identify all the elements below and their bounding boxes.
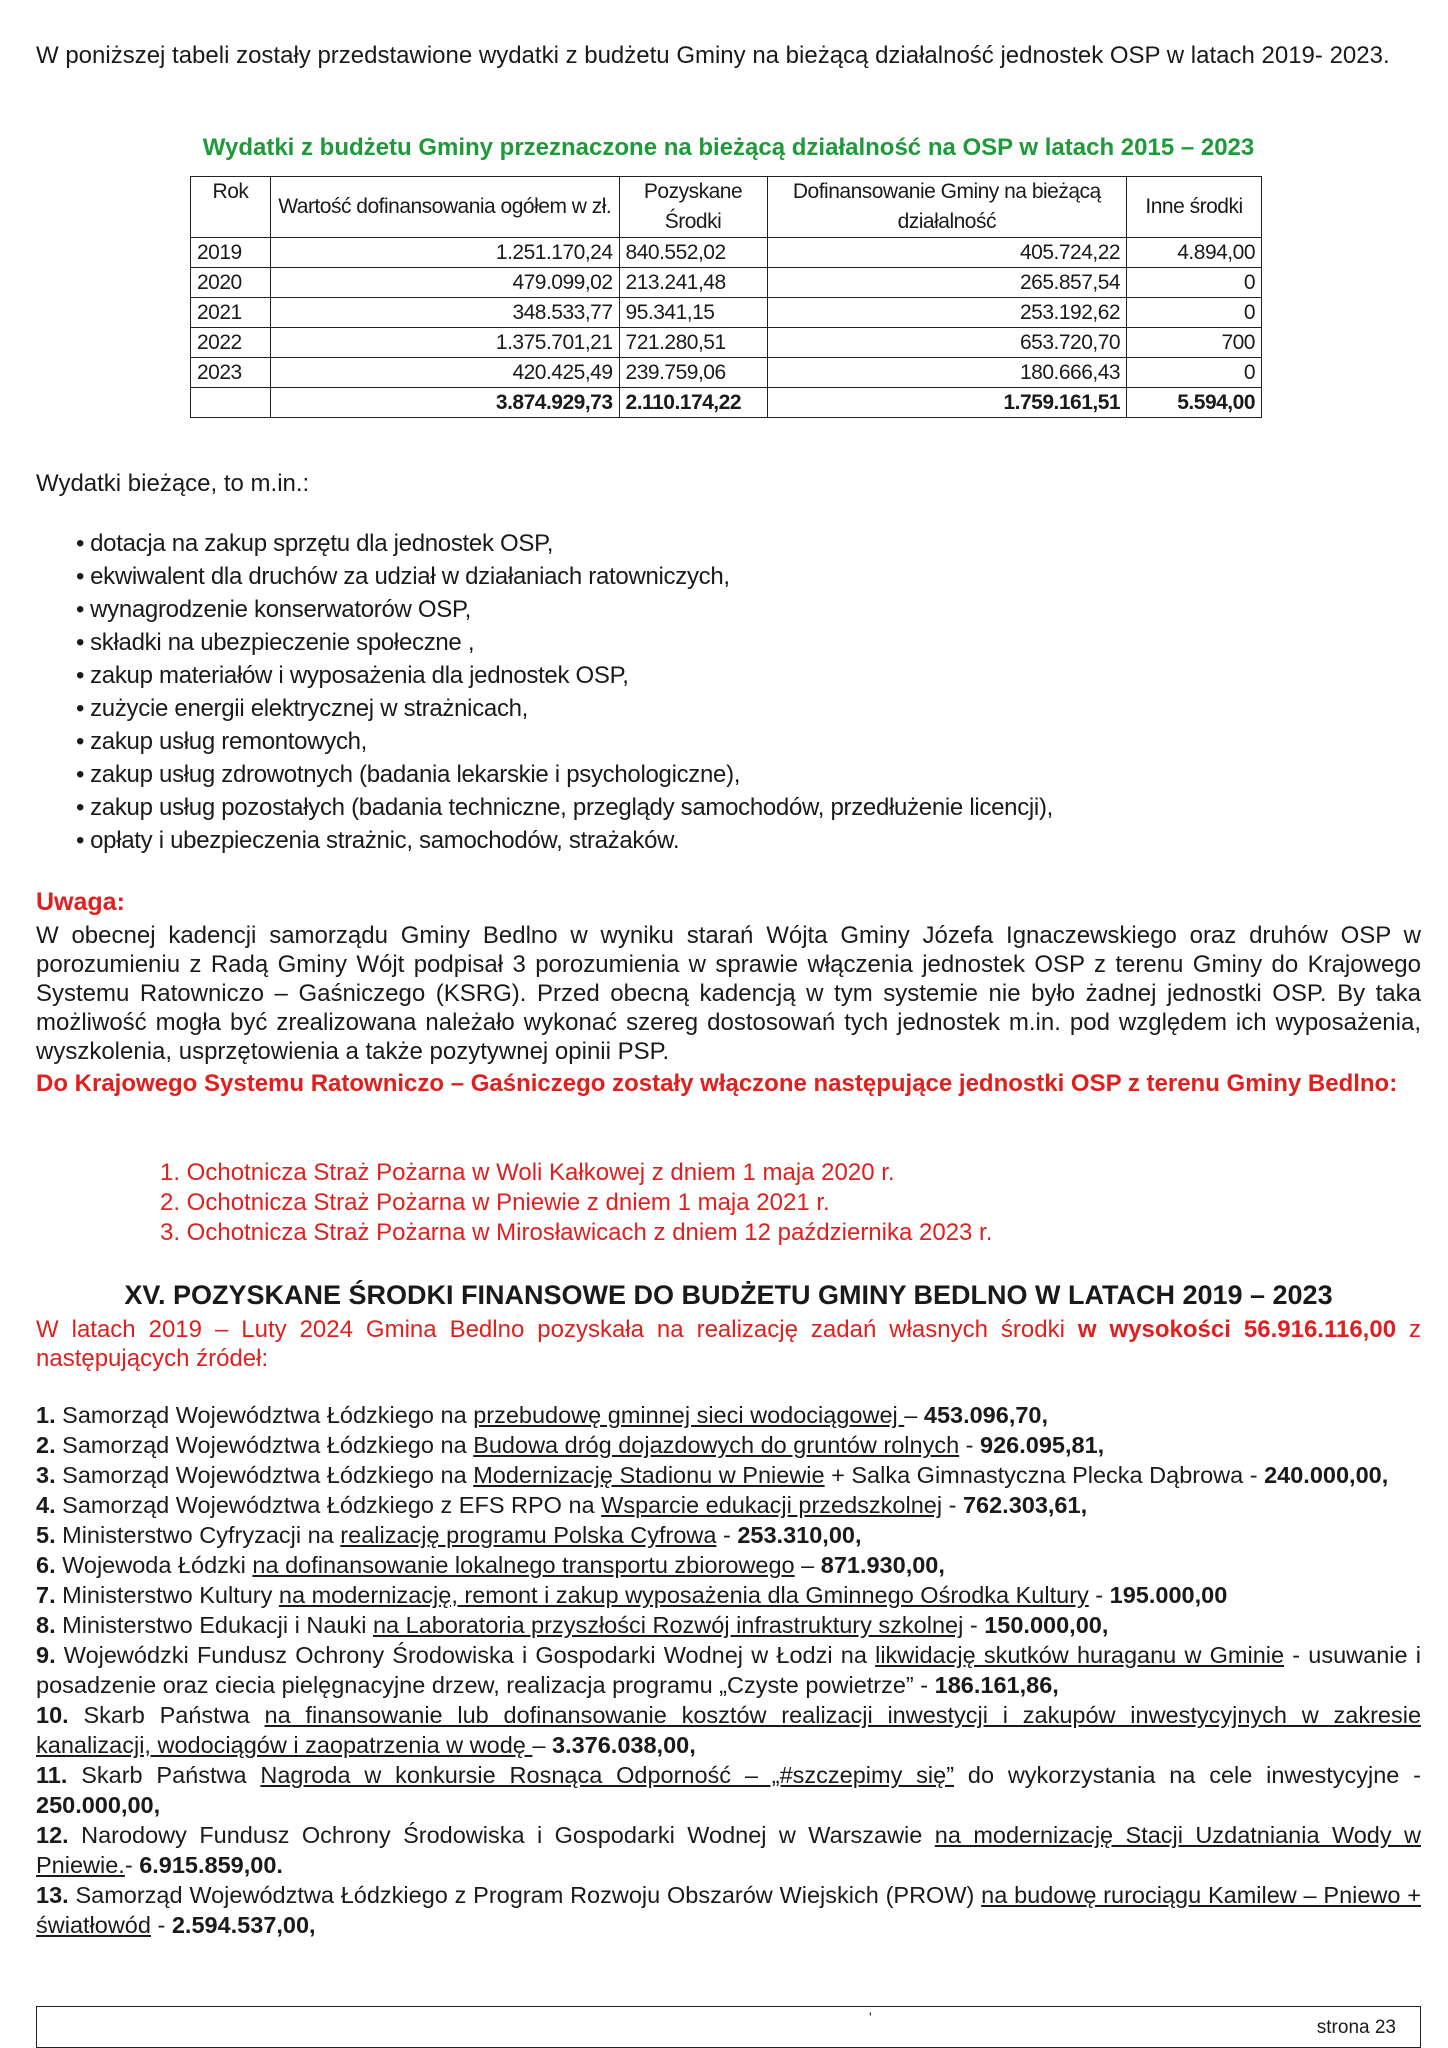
- table-row: [191, 298, 1262, 328]
- fund-separator: do wykorzystania na cele inwestycyjne -: [954, 1762, 1421, 1788]
- fund-separator: –: [532, 1732, 552, 1758]
- list-item: 3. Ochotnicza Straż Pożarna w Mirosławicach z dniem 12 października 2023 r.: [160, 1219, 993, 1246]
- table-row: [191, 268, 1262, 298]
- list-item: • zakup usług zdrowotnych (badania lekarskie i psychologiczne),: [76, 758, 1053, 791]
- table-total-row: [191, 388, 1262, 418]
- fund-number: 11.: [36, 1762, 68, 1788]
- table-row: [191, 358, 1262, 388]
- table-cell: 0: [1127, 268, 1262, 298]
- list-item: • dotacja na zakup sprzętu dla jednostek OSP,: [76, 527, 1053, 560]
- fund-separator: -: [150, 1912, 172, 1938]
- table-header-row: [191, 177, 1262, 238]
- fund-source: Samorząd Województwa Łódzkiego z EFS RPO na: [55, 1492, 602, 1518]
- table-cell: 653.720,70: [767, 328, 1127, 358]
- list-item: • opłaty i ubezpieczenia strażnic, samochodów, strażaków.: [76, 824, 1053, 857]
- fund-number: 13.: [36, 1882, 69, 1908]
- table-cell: 239.759,06: [619, 358, 767, 388]
- fund-amount: 6.915.859,00.: [139, 1852, 283, 1878]
- fund-number: 10.: [36, 1702, 69, 1728]
- table-cell: 5.594,00: [1127, 388, 1262, 418]
- table-cell: 0: [1127, 358, 1262, 388]
- fund-purpose: na Laboratoria przyszłości Rozwój infrastruktury szkolnej: [372, 1612, 964, 1638]
- section-intro-amount: w wysokości 56.916.116,00: [1077, 1316, 1397, 1343]
- list-item: • ekwiwalent dla druchów za udział w działaniach ratowniczych,: [76, 560, 1053, 593]
- uwaga-paragraph: W obecnej kadencji samorządu Gminy Bedlno w wyniku starań Wójta Gminy Józefa Ignaczewskiego oraz druhów OSP w porozumieniu z Radą Gminy Wójt podpisał 3 porozumienia w sprawie włączenia jednostek OSP z terenu Gminy do Krajowego Systemu Ratowniczo – Gaśniczego (KSRG). Przed obecną kadencją w tym systemie nie było żadnej jednostki OSP. By taka możliwość mogła być zrealizowana należało wykonać szereg dostosowań tych jednostek m.in. pod względem ich wyposażenia, wyszkolenia, usprzętowienia a także pozytywnej opinii PSP.: [36, 922, 1421, 1065]
- fund-separator: -: [716, 1522, 738, 1548]
- fund-number: 7.: [36, 1582, 56, 1608]
- fund-purpose: na modernizację, remont i zakup wyposażenia dla Gminnego Ośrodka Kultury: [278, 1582, 1089, 1608]
- fund-separator: - usuwanie i posadzenie oraz ciecia pielęgnacyjne drzew, realizacja programu „Czyste powietrze” -: [36, 1642, 1421, 1698]
- fund-source: Skarb Państwa: [67, 1762, 261, 1788]
- fund-source: Wojewoda Łódzki: [55, 1552, 253, 1578]
- table-cell: 4.894,00: [1127, 238, 1262, 268]
- footer-mark: ': [869, 2009, 872, 2025]
- fund-number: 3.: [36, 1462, 56, 1488]
- funding-item: [36, 1550, 1421, 1580]
- expense-bullet-list: [76, 527, 1053, 857]
- fund-purpose: przebudowę gminnej sieci wodociągowej: [473, 1402, 905, 1428]
- fund-amount: 3.376.038,00,: [552, 1732, 696, 1758]
- funding-sources-list: [36, 1400, 1421, 1940]
- fund-amount: 871.930,00,: [820, 1552, 945, 1578]
- table-cell: 1.251.170,24: [270, 238, 619, 268]
- fund-separator: -: [963, 1612, 985, 1638]
- fund-amount: 250.000,00,: [36, 1792, 161, 1818]
- fund-source: Samorząd Województwa Łódzkiego na: [55, 1432, 474, 1458]
- uwaga-red-paragraph: Do Krajowego Systemu Ratowniczo – Gaśniczego zostały włączone następujące jednostki OSP z terenu Gminy Bedlno:: [36, 1070, 1398, 1097]
- table-title: Wydatki z budżetu Gminy przeznaczone na bieżącą działalność na OSP w latach 2015 – 2023: [202, 134, 1255, 161]
- page-footer: [36, 2006, 1421, 2048]
- fund-source: Ministerstwo Kultury: [55, 1582, 279, 1608]
- fund-number: 6.: [36, 1552, 56, 1578]
- fund-number: 5.: [36, 1522, 56, 1548]
- fund-amount: 240.000,00,: [1264, 1462, 1389, 1488]
- fund-source: Ministerstwo Cyfryzacji na: [55, 1522, 341, 1548]
- fund-purpose: Budowa dróg dojazdowych do gruntów rolnych: [473, 1432, 960, 1458]
- header-pozyskane: Pozyskane Środki: [619, 177, 767, 238]
- funding-item: [36, 1700, 1421, 1760]
- fund-separator: -: [1088, 1582, 1110, 1608]
- section-intro-end: z następujących źródeł:: [36, 1316, 1422, 1372]
- osp-expenses-table: [190, 176, 1262, 418]
- funding-item: [36, 1580, 1421, 1610]
- table-cell: [191, 388, 271, 418]
- table-cell: 420.425,49: [270, 358, 619, 388]
- fund-number: 4.: [36, 1492, 56, 1518]
- uwaga-heading: Uwaga:: [36, 888, 125, 916]
- fund-purpose: realizację programu Polska Cyfrowa: [340, 1522, 717, 1548]
- table-cell: 180.666,43: [767, 358, 1127, 388]
- table-cell: 348.533,77: [270, 298, 619, 328]
- header-inne: Inne środki: [1127, 177, 1262, 238]
- table-cell: 2022: [191, 328, 271, 358]
- list-item: 2. Ochotnicza Straż Pożarna w Pniewie z dniem 1 maja 2021 r.: [160, 1189, 830, 1216]
- fund-source: Samorząd Województwa Łódzkiego na: [55, 1402, 474, 1428]
- table-cell: 213.241,48: [619, 268, 767, 298]
- table-cell: 840.552,02: [619, 238, 767, 268]
- funding-item: [36, 1820, 1421, 1880]
- table-cell: 2021: [191, 298, 271, 328]
- intro-paragraph: W poniższej tabeli zostały przedstawione wydatki z budżetu Gminy na bieżącą działalność jednostek OSP w latach 2019- 2023.: [36, 42, 1390, 69]
- fund-purpose: na modernizację Stacji Uzdatniania Wody w Pniewie.: [36, 1822, 1421, 1878]
- table-cell: 95.341,15: [619, 298, 767, 328]
- list-item: • wynagrodzenie konserwatorów OSP,: [76, 593, 1053, 626]
- list-item: • zakup usług remontowych,: [76, 725, 1053, 758]
- page-number: strona 23: [1316, 2017, 1396, 2038]
- table-cell: 1.759.161,51: [767, 388, 1127, 418]
- funding-item: [36, 1520, 1421, 1550]
- funding-item: [36, 1460, 1421, 1490]
- funding-item: [36, 1880, 1421, 1940]
- table-cell: 721.280,51: [619, 328, 767, 358]
- fund-separator: -: [124, 1852, 140, 1878]
- list-item: 1. Ochotnicza Straż Pożarna w Woli Kałkowej z dniem 1 maja 2020 r.: [160, 1159, 895, 1186]
- fund-amount: 186.161,86,: [934, 1672, 1059, 1698]
- fund-number: 1.: [36, 1402, 56, 1428]
- fund-source: Samorząd Województwa Łódzkiego na: [55, 1462, 474, 1488]
- funding-item: [36, 1490, 1421, 1520]
- table-row: [191, 238, 1262, 268]
- fund-amount: 453.096,70,: [923, 1402, 1049, 1428]
- list-item: • zakup usług pozostałych (badania techniczne, przeglądy samochodów, przedłużenie licencji),: [76, 791, 1053, 824]
- table-cell: 700: [1127, 328, 1262, 358]
- table-cell: 265.857,54: [767, 268, 1127, 298]
- table-cell: 2023: [191, 358, 271, 388]
- fund-purpose: Nagroda w konkursie Rosnąca Odporność – „#szczepimy się”: [260, 1762, 955, 1788]
- fund-purpose: Wsparcie edukacji przedszkolnej: [601, 1492, 943, 1518]
- fund-purpose: na finansowanie lub dofinansowanie kosztów realizacji inwestycji i zakupów inwestycyjnych w zakresie kanalizacji, wodociągów i zaopatrzenia w wodę: [36, 1702, 1422, 1758]
- list-item: • zakup materiałów i wyposażenia dla jednostek OSP,: [76, 659, 1053, 692]
- fund-amount: 150.000,00,: [984, 1612, 1109, 1638]
- fund-separator: -: [959, 1432, 981, 1458]
- header-rok: Rok: [191, 177, 271, 238]
- table-cell: 405.724,22: [767, 238, 1127, 268]
- fund-amount: 195.000,00: [1109, 1582, 1228, 1608]
- fund-purpose: Modernizację Stadionu w Pniewie: [473, 1462, 825, 1488]
- fund-separator: + Salka Gimnastyczna Plecka Dąbrowa -: [824, 1462, 1265, 1488]
- header-wartosc: Wartość dofinansowania ogółem w zł.: [270, 177, 619, 238]
- table-cell: 1.375.701,21: [270, 328, 619, 358]
- table-cell: 2019: [191, 238, 271, 268]
- funding-item: [36, 1430, 1421, 1460]
- funding-item: [36, 1640, 1421, 1700]
- header-dofinansowanie: Dofinansowanie Gminy na bieżącą działalność: [767, 177, 1127, 238]
- table-row: [191, 328, 1262, 358]
- table-cell: 253.192,62: [767, 298, 1127, 328]
- table-cell: 479.099,02: [270, 268, 619, 298]
- table-cell: 2.110.174,22: [619, 388, 767, 418]
- funding-item: [36, 1610, 1421, 1640]
- fund-purpose: likwidację skutków huraganu w Gminie: [875, 1642, 1285, 1668]
- section-intro-start: W latach 2019 – Luty 2024 Gmina Bedlno pozyskała na realizację zadań własnych środki: [36, 1316, 1078, 1343]
- fund-amount: 2.594.537,00,: [171, 1912, 316, 1938]
- section-intro: [36, 1315, 1421, 1373]
- lead-text: Wydatki bieżące, to m.in.:: [36, 470, 310, 497]
- fund-amount: 926.095,81,: [980, 1432, 1105, 1458]
- fund-purpose: na budowę rurociągu Kamilew – Pniewo + światłowód: [36, 1882, 1421, 1938]
- fund-source: Skarb Państwa: [68, 1702, 265, 1728]
- section-heading: XV. POZYSKANE ŚRODKI FINANSOWE DO BUDŻETU GMINY BEDLNO W LATACH 2019 – 2023: [124, 1280, 1333, 1310]
- list-item: • składki na ubezpieczenie społeczne ,: [76, 626, 1053, 659]
- fund-number: 12.: [36, 1822, 69, 1848]
- ksrg-units-list: [160, 1158, 992, 1248]
- funding-item: [36, 1760, 1421, 1820]
- table-cell: 0: [1127, 298, 1262, 328]
- fund-amount: 253.310,00,: [737, 1522, 862, 1548]
- fund-source: Ministerstwo Edukacji i Nauki: [55, 1612, 373, 1638]
- fund-separator: –: [904, 1402, 924, 1428]
- funding-item: [36, 1400, 1421, 1430]
- table-cell: 3.874.929,73: [270, 388, 619, 418]
- fund-source: Narodowy Fundusz Ochrony Środowiska i Gospodarki Wodnej w Warszawie: [68, 1822, 935, 1848]
- fund-purpose: na dofinansowanie lokalnego transportu zbiorowego: [252, 1552, 795, 1578]
- fund-number: 8.: [36, 1612, 56, 1638]
- fund-source: Wojewódzki Fundusz Ochrony Środowiska i Gospodarki Wodnej w Łodzi na: [55, 1642, 876, 1668]
- fund-number: 9.: [36, 1642, 56, 1668]
- fund-separator: –: [794, 1552, 821, 1578]
- fund-amount: 762.303,61,: [962, 1492, 1088, 1518]
- list-item: • zużycie energii elektrycznej w strażnicach,: [76, 692, 1053, 725]
- fund-separator: -: [942, 1492, 963, 1518]
- fund-number: 2.: [36, 1432, 56, 1458]
- fund-source: Samorząd Województwa Łódzkiego z Program Rozwoju Obszarów Wiejskich (PROW): [68, 1882, 982, 1908]
- table-cell: 2020: [191, 268, 271, 298]
